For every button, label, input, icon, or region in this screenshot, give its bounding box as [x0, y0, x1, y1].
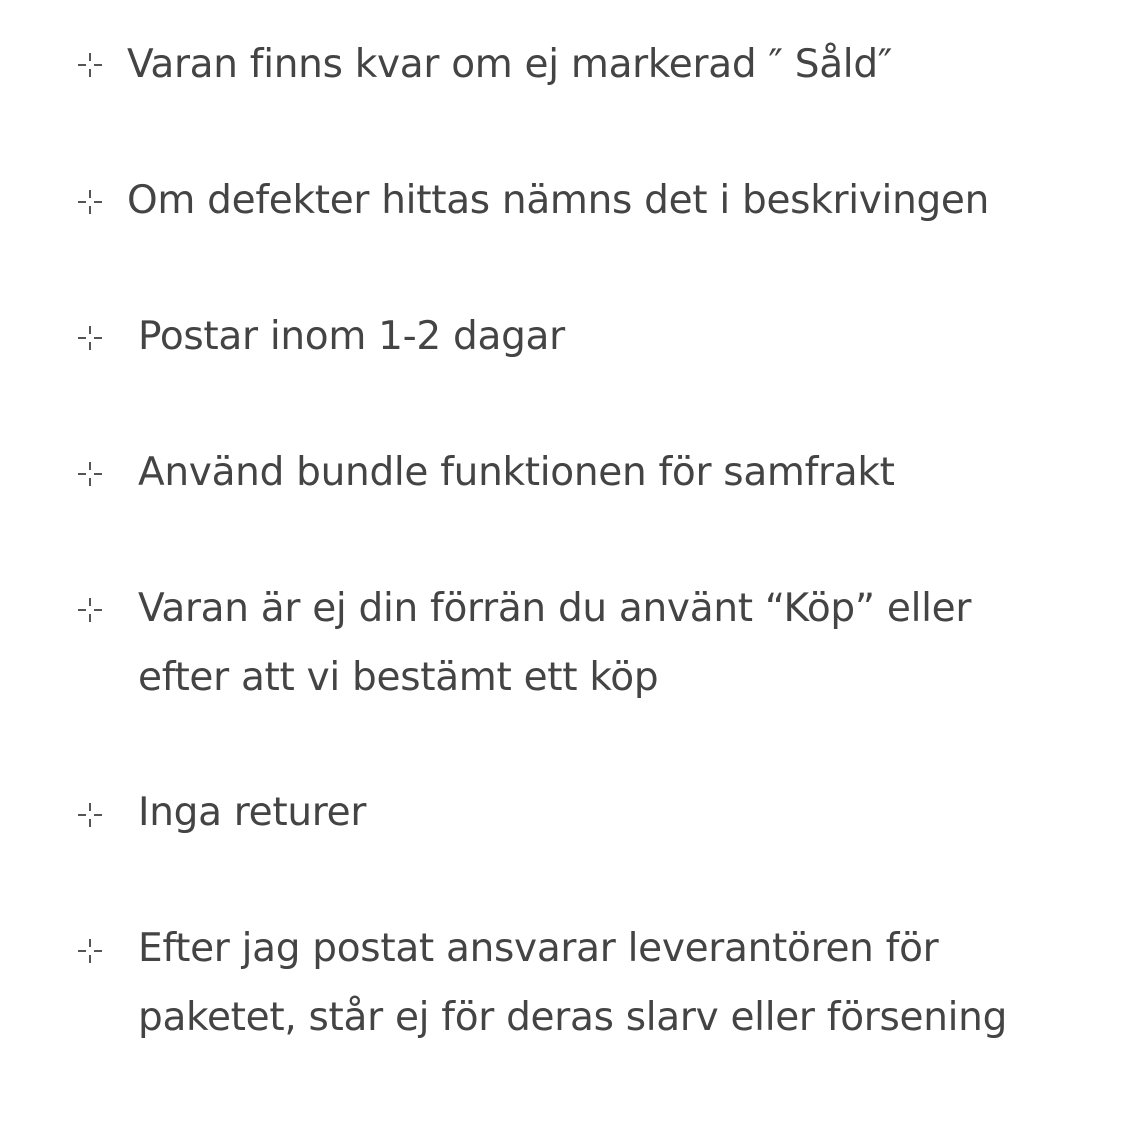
dashed-cross-bullet-icon — [77, 325, 103, 351]
text-line: efter att vi bestämt ett köp — [138, 655, 659, 700]
text-line: Varan finns kvar om ej markerad ″ Såld″ — [127, 42, 893, 87]
list-item-text — [138, 438, 895, 507]
text-line: Efter jag postat ansvarar leverantören för — [138, 926, 939, 971]
list-item-text — [138, 302, 565, 371]
text-line: Inga returer — [138, 790, 367, 835]
dashed-cross-bullet-icon — [77, 189, 103, 215]
dashed-cross-bullet-icon — [77, 938, 103, 964]
dashed-cross-bullet-icon — [77, 52, 103, 78]
list-item-text — [138, 778, 366, 847]
dashed-cross-bullet-icon — [77, 597, 103, 623]
list-item-text — [138, 574, 971, 712]
text-line: paketet, står ej för deras slarv eller försening — [138, 995, 1008, 1040]
dashed-cross-bullet-icon — [77, 461, 103, 487]
dashed-cross-bullet-icon — [77, 802, 103, 828]
list-item-text — [127, 30, 892, 99]
text-line: Använd bundle funktionen för samfrakt — [138, 450, 895, 495]
list-item-text — [138, 914, 1007, 1052]
text-line: Varan är ej din förrän du använt “Köp” eller — [138, 586, 972, 631]
text-line: Om defekter hittas nämns det i beskrivingen — [127, 178, 990, 223]
text-line: Postar inom 1-2 dagar — [138, 314, 565, 359]
list-item-text — [127, 166, 989, 235]
